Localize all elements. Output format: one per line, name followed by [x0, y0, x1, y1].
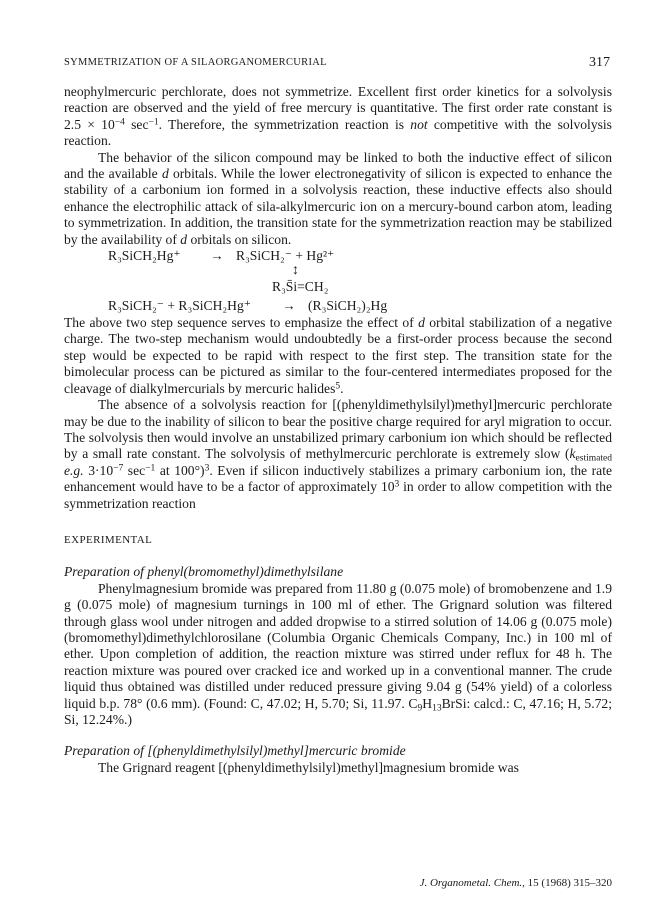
- section-title-experimental: EXPERIMENTAL: [64, 533, 153, 546]
- spacer: [64, 728, 612, 743]
- running-title: SYMMETRIZATION OF A SILAORGANOMERCURIAL: [64, 57, 327, 68]
- subsection-title-1: Preparation of phenyl(bromomethyl)dimethylsilane: [64, 564, 344, 580]
- equation-3: [64, 298, 612, 315]
- article-body: [64, 84, 612, 776]
- paragraph-experimental-1: Phenylmagnesium bromide was prepared from 11.80 g (0.075 mole) of bromobenzene and 1.9 g (0.075 mole) of magnesium turnings in 100 ml of ether. The Grignard solution was filtered through glass wool under nitrogen and added dropwise to a stirred solution of 14.06 g (0.075 mole) (bromomethyl)dimethylchlorosilane (Columbia Organic Chemicals Company, Inc.) in 100 ml of ether. Upon completion of addition, the reaction mixture was stirred under reflux for 48 h. The reaction mixture was poured over cracked ice and worked up in a conventional manner. The crude liquid thus obtained was distilled under reduced pressure giving 9.04 g (54% yield) of a colorless liquid b.p. 78° (0.6 mm). (Found: C, 47.02; H, 5.70; Si, 11.97. $C_9H_{13}BrSi$: calcd.: C, 47.16; H, 5.72; Si, 12.24%.): [64, 580, 612, 727]
- resonance-arrow-row: [64, 265, 612, 279]
- equation-1-arrow: →: [210, 248, 224, 264]
- equation-3-right: (R₃SiCH₂)₂Hg: [308, 298, 388, 314]
- paragraph-1: neophylmercuric perchlorate, does not symmetrize. Excellent first order kinetics for a solvolysis reaction are observed and the yield of free mercury is quantitative. The first order rate constant is $2.5 \times 10^{-4}$ $\sec^{-1}$. Therefore, the symmetrization reaction is not competitive with the solvolysis reaction.: [64, 84, 612, 149]
- page-number: 317: [589, 55, 610, 70]
- paragraph-2: The behavior of the silicon compound may be linked to both the inductive effect of silicon and the available d orbitals. While the lower electronegativity of silicon is expected to enhance the stability of a carbonium ion formed in a solvolysis reaction, these inductive effects also should enhance the electrophilic attack of sila-alkylmercuric ion on a mercury-bound carbon atom, leading to symmetrization. In addition, the transition state for the symmetrization reaction may be stabilized by the availability of d orbitals on silicon.: [64, 149, 612, 247]
- equation-3-left: R₃SiCH₂⁻ + R₃SiCH₂Hg⁺: [108, 298, 251, 314]
- paragraph-3: The above two step sequence serves to emphasize the effect of d orbital stabilization of a negative charge. The two-step mechanism would undoubtedly be a first-order process because the second step would be expected to be rapid with respect to the first step. The transition state for the bimolecular process can be pictured as similar to the four-centered intermediates proposed for the cleavage of dialkylmercurials by mercuric halides$^5$.: [64, 315, 612, 396]
- reaction-scheme: [64, 248, 612, 315]
- equation-2: [64, 279, 612, 296]
- equation-1-right: R₃SiCH₂⁻ + Hg²⁺: [236, 248, 335, 264]
- equation-1: [64, 248, 612, 265]
- equation-1-left: R₃SiCH₂Hg⁺: [108, 248, 181, 264]
- equation-3-arrow: →: [282, 298, 296, 314]
- journal-citation: J. Organometal. Chem., 15 (1968) 315–320: [419, 877, 612, 889]
- resonance-arrow: ↕: [292, 263, 299, 279]
- subsection-title-2: Preparation of [(phenyldimethylsilyl)methyl]mercuric bromide: [64, 743, 406, 759]
- paragraph-experimental-2: The Grignard reagent [(phenyldimethylsilyl)methyl]magnesium bromide was: [98, 759, 519, 775]
- page-header: [64, 57, 610, 73]
- paragraph-4: The absence of a solvolysis reaction for [(phenyldimethylsilyl)methyl]mercuric perchlorate may be due to the inability of silicon to bear the positive charge required for aryl migration to occur. The solvolysis then would involve an unstabilized primary carbonium ion which should be reflected by a small rate constant. The solvolysis of methylmercuric perchlorate is extremely slow ($k_{estimated}$ e.g. $3\cdot 10^{-7}$ $\sec^{-1}$ at 100°)$^3$. Even if silicon inductively stabilizes a primary carbonium ion, the rate enhancement would have to be a factor of approximately $10^3$ in order to allow competition with the symmetrization reaction: [64, 397, 613, 511]
- equation-2-text: R₃S̄i=CH₂: [272, 279, 329, 295]
